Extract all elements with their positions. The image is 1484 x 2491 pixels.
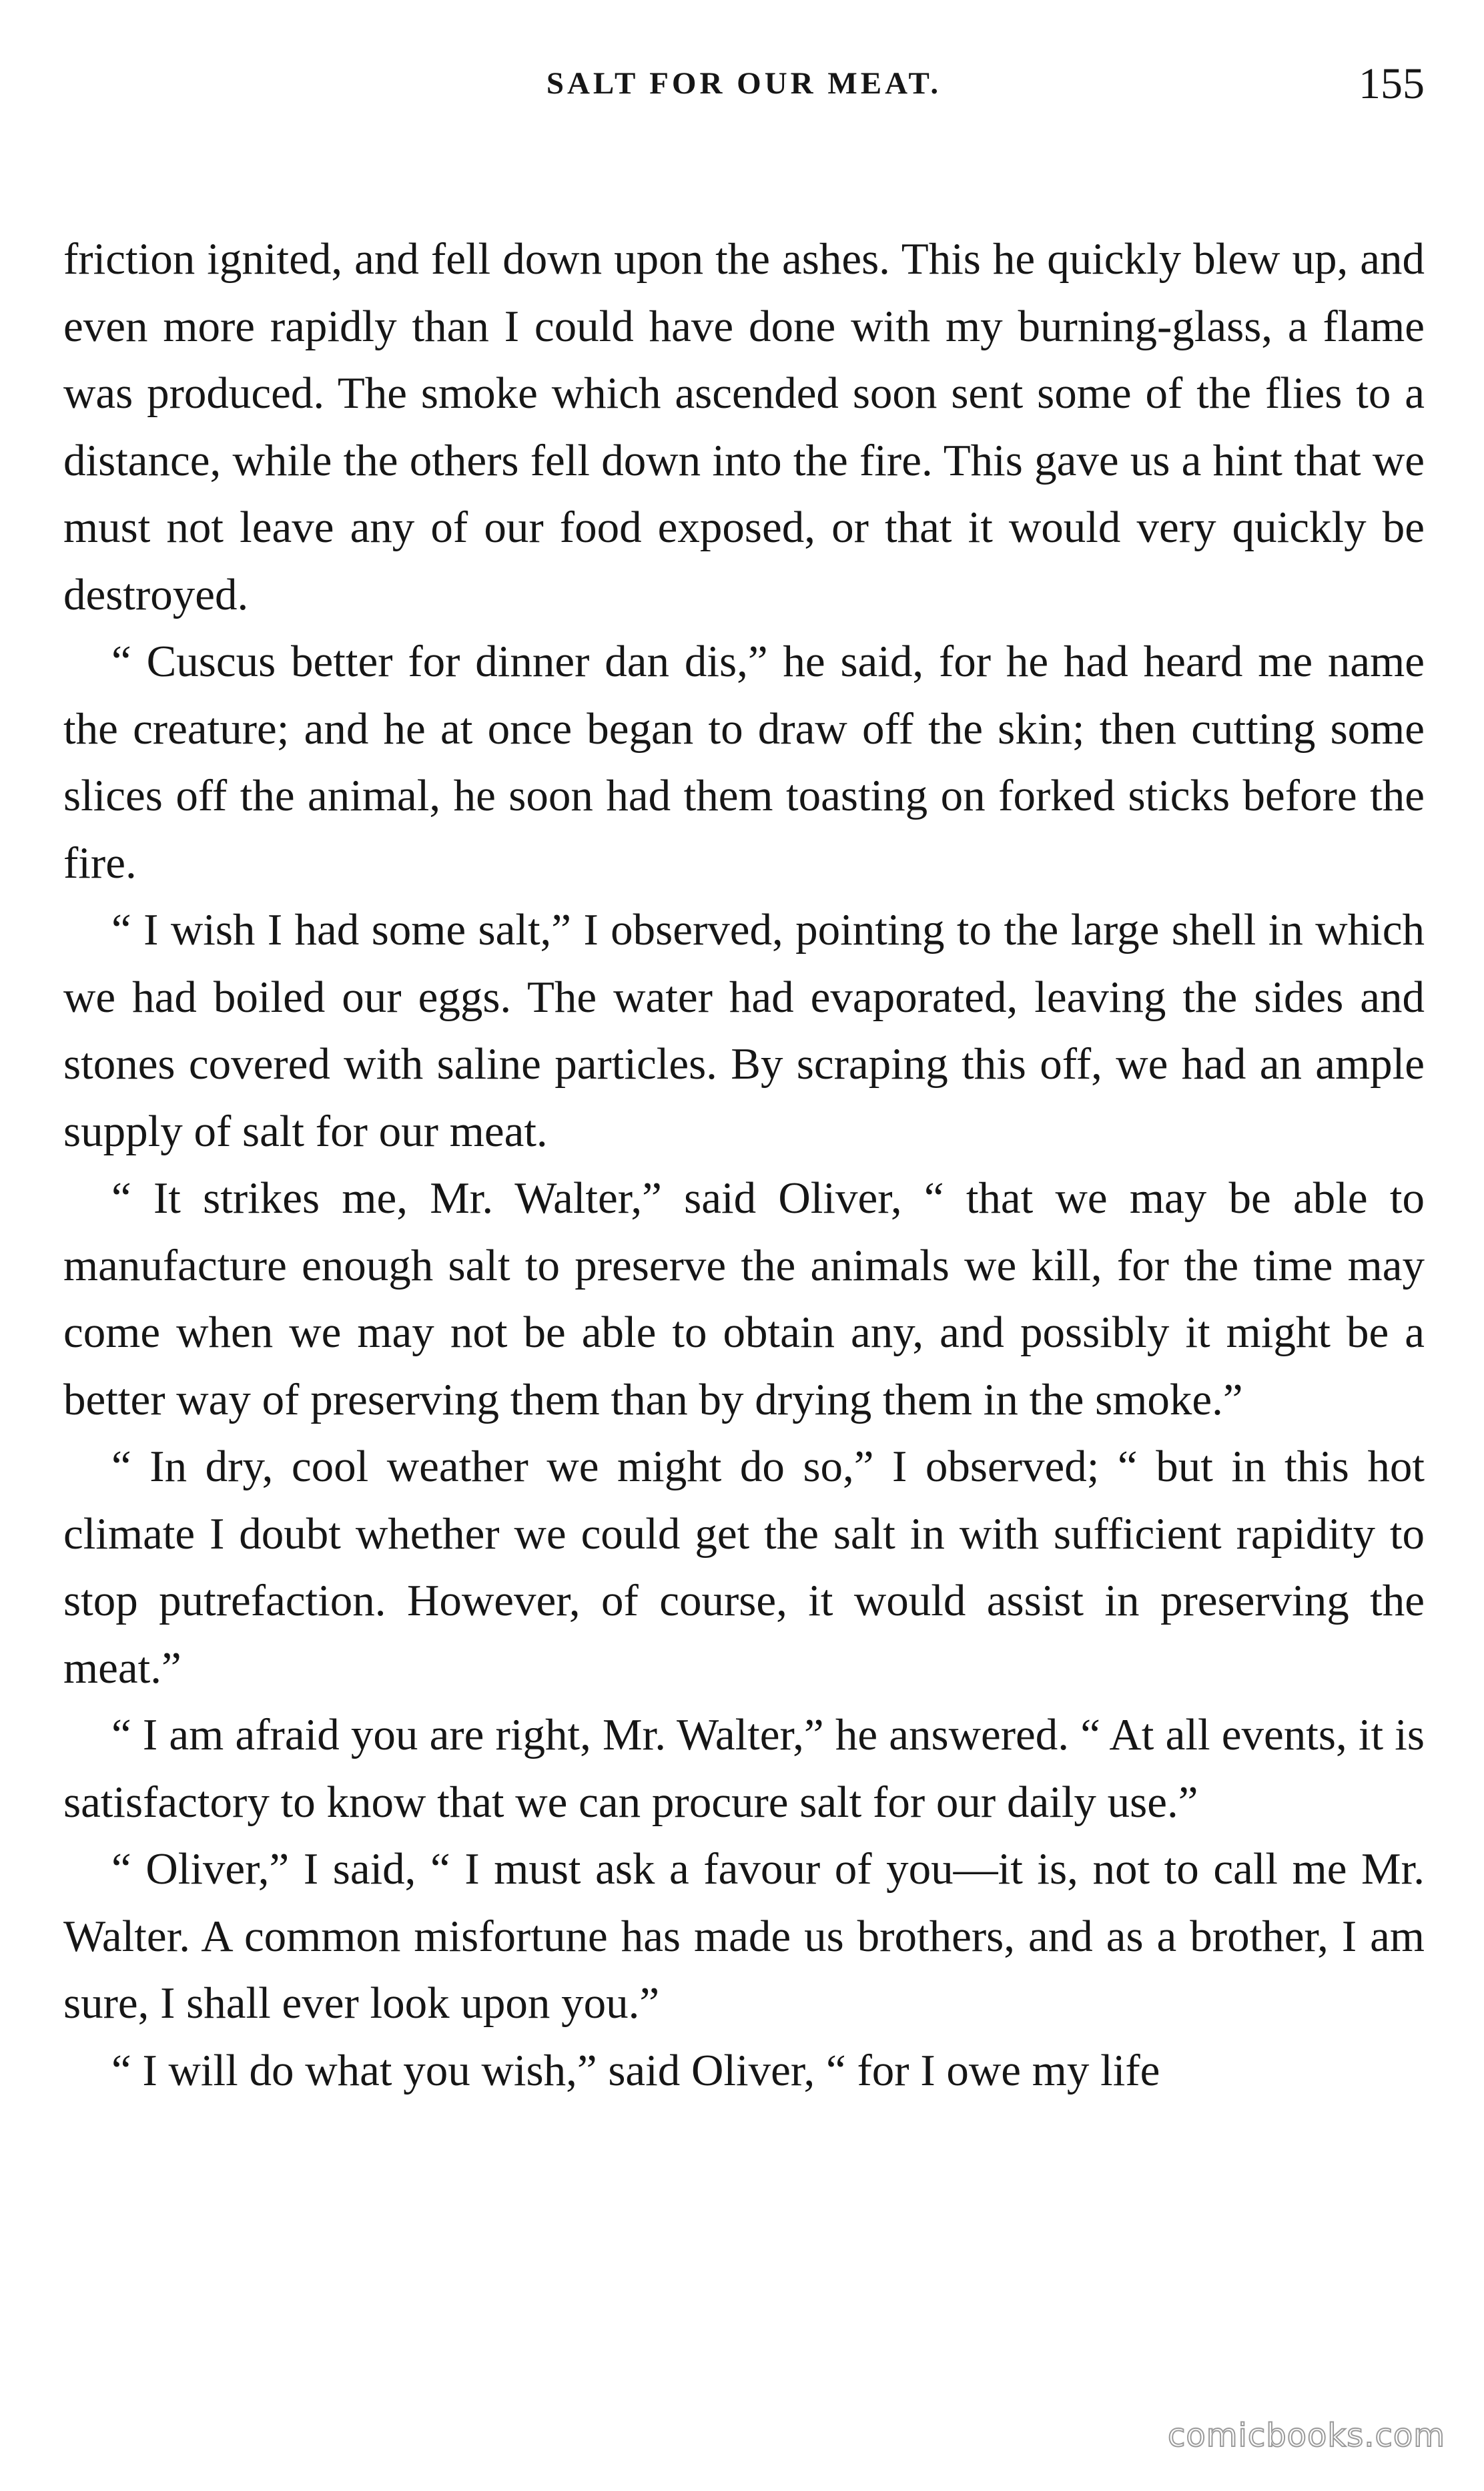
paragraph: “ I will do what you wish,” said Oliver, “ for I owe my life [111,2045,1160,2095]
paragraph: “ It strikes me, Mr. Walter,” said Oliver, “ that we may be able to manufacture enough salt to preserve the animals we kill, for the time may come when we may not be able to obtain any, and possibly it might be a better way of preserving them than by drying them in the smoke.” [63,1173,1425,1424]
page-header [63,59,1425,132]
paragraph: “ Oliver,” I said, “ I must ask a favour of you—it is, not to call me Mr. Walter. A common misfortune has made us brothers, and as a brother, I am sure, I shall ever look upon you.” [63,1844,1425,2028]
paragraph: friction ignited, and fell down upon the ashes. This he quickly blew up, and even more rapidly than I could have done with my burning-glass, a flame was produced. The smoke which ascended soon sent some of the flies to a distance, while the others fell down into the fire. This gave us a hint that we must not leave any of our food exposed, or that it would very quickly be destroyed. [63,234,1425,619]
body-text [63,226,1425,2104]
paragraph: “ I am afraid you are right, Mr. Walter,” he answered. “ At all events, it is satisfactory to know that we can procure salt for our daily use.” [63,1710,1425,1827]
paragraph: “ I wish I had some salt,” I observed, pointing to the large shell in which we had boiled our eggs. The water had evaporated, leaving the sides and stones covered with saline particles. By scraping this off, we had an ample supply of salt for our meat. [63,905,1425,1156]
paragraph: “ Cuscus better for dinner dan dis,” he said, for he had heard me name the creature; and he at once began to draw off the skin; then cutting some slices off the animal, he soon had them toasting on forked sticks before the fire. [63,637,1425,888]
page-number: 155 [1359,59,1425,108]
watermark: comicbooks.com [1167,2417,1445,2454]
book-page [63,59,1425,2435]
running-title: SALT FOR OUR MEAT. [546,66,942,101]
paragraph: “ In dry, cool weather we might do so,” I observed; “ but in this hot climate I doubt whether we could get the salt in with sufficient rapidity to stop putrefaction. However, of course, it would assist in preserving the meat.” [63,1442,1425,1693]
